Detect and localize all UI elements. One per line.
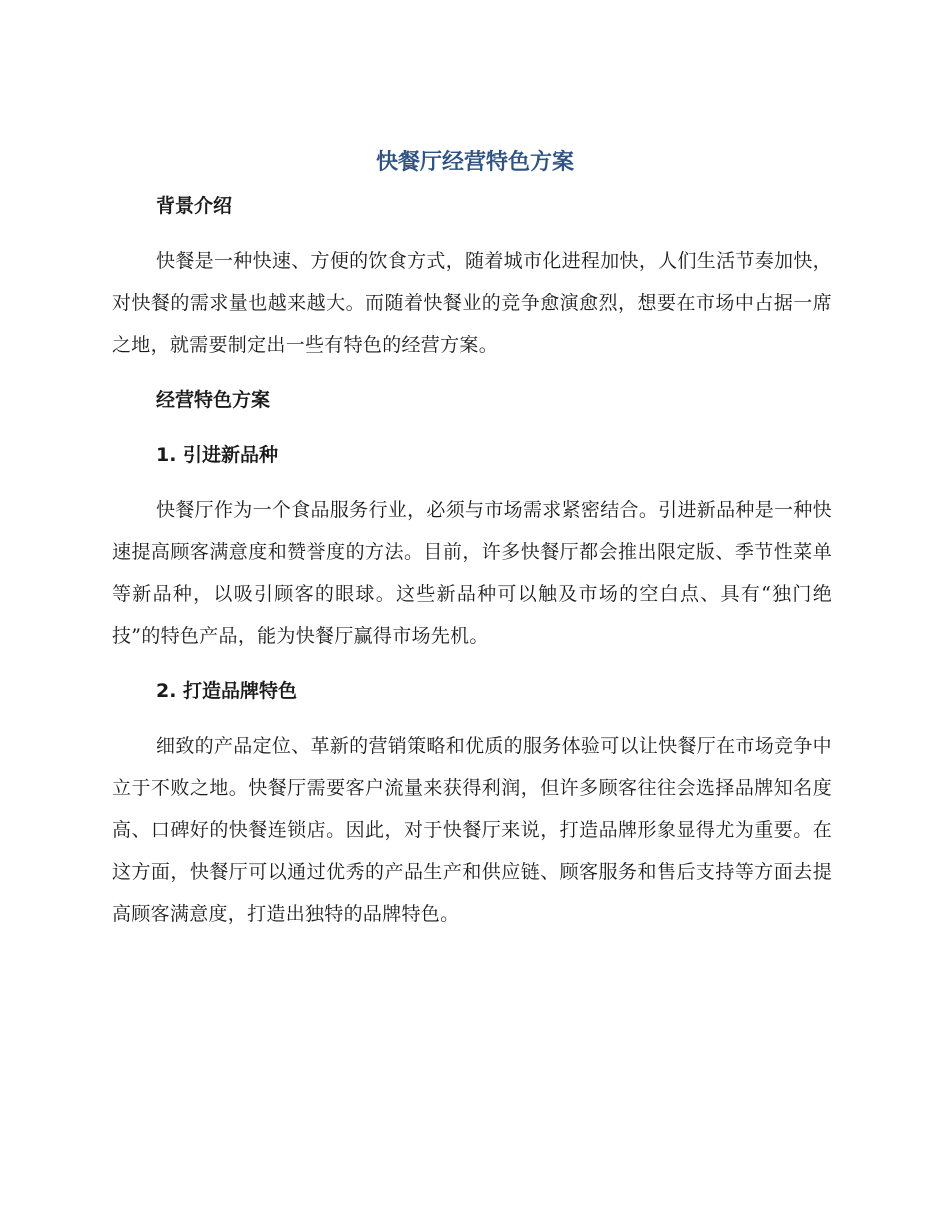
paragraph-brand-building: 细致的产品定位、革新的营销策略和优质的服务体验可以让快餐厅在市场竞争中立于不败之地。快餐厅需要客户流量来获得利润，但许多顾客往往会选择品牌知名度高、口碑好的快餐连锁店。因此，对于快餐厅来说，打造品牌形象显得尤为重要。在这方面，快餐厅可以通过优秀的产品生产和供应链、顾客服务和售后支持等方面去提高顾客满意度，打造出独特的品牌特色。 (112, 735, 832, 925)
paragraph-new-products: 快餐厅作为一个食品服务行业，必须与市场需求紧密结合。引进新品种是一种快速提高顾客满意度和赞誉度的方法。目前，许多快餐厅都会推出限定版、季节性菜单等新品种，以吸引顾客的眼球。这些新品种可以触及市场的空白点、具有“独门绝技”的特色产品，能为快餐厅赢得市场先机。 (112, 499, 832, 647)
heading-brand-building: 2. 打造品牌特色 (156, 680, 298, 702)
heading-business-plan: 经营特色方案 (156, 389, 271, 411)
heading-background: 背景介绍 (156, 195, 233, 217)
document-title: 快餐厅经营特色方案 (375, 150, 574, 175)
paragraph-background: 快餐是一种快速、方便的饮食方式，随着城市化进程加快，人们生活节奏加快，对快餐的需求量也越来越大。而随着快餐业的竞争愈演愈烈，想要在市场中占据一席之地，就需要制定出一些有特色的经营方案。 (112, 250, 832, 356)
heading-new-products: 1. 引进新品种 (156, 444, 279, 466)
